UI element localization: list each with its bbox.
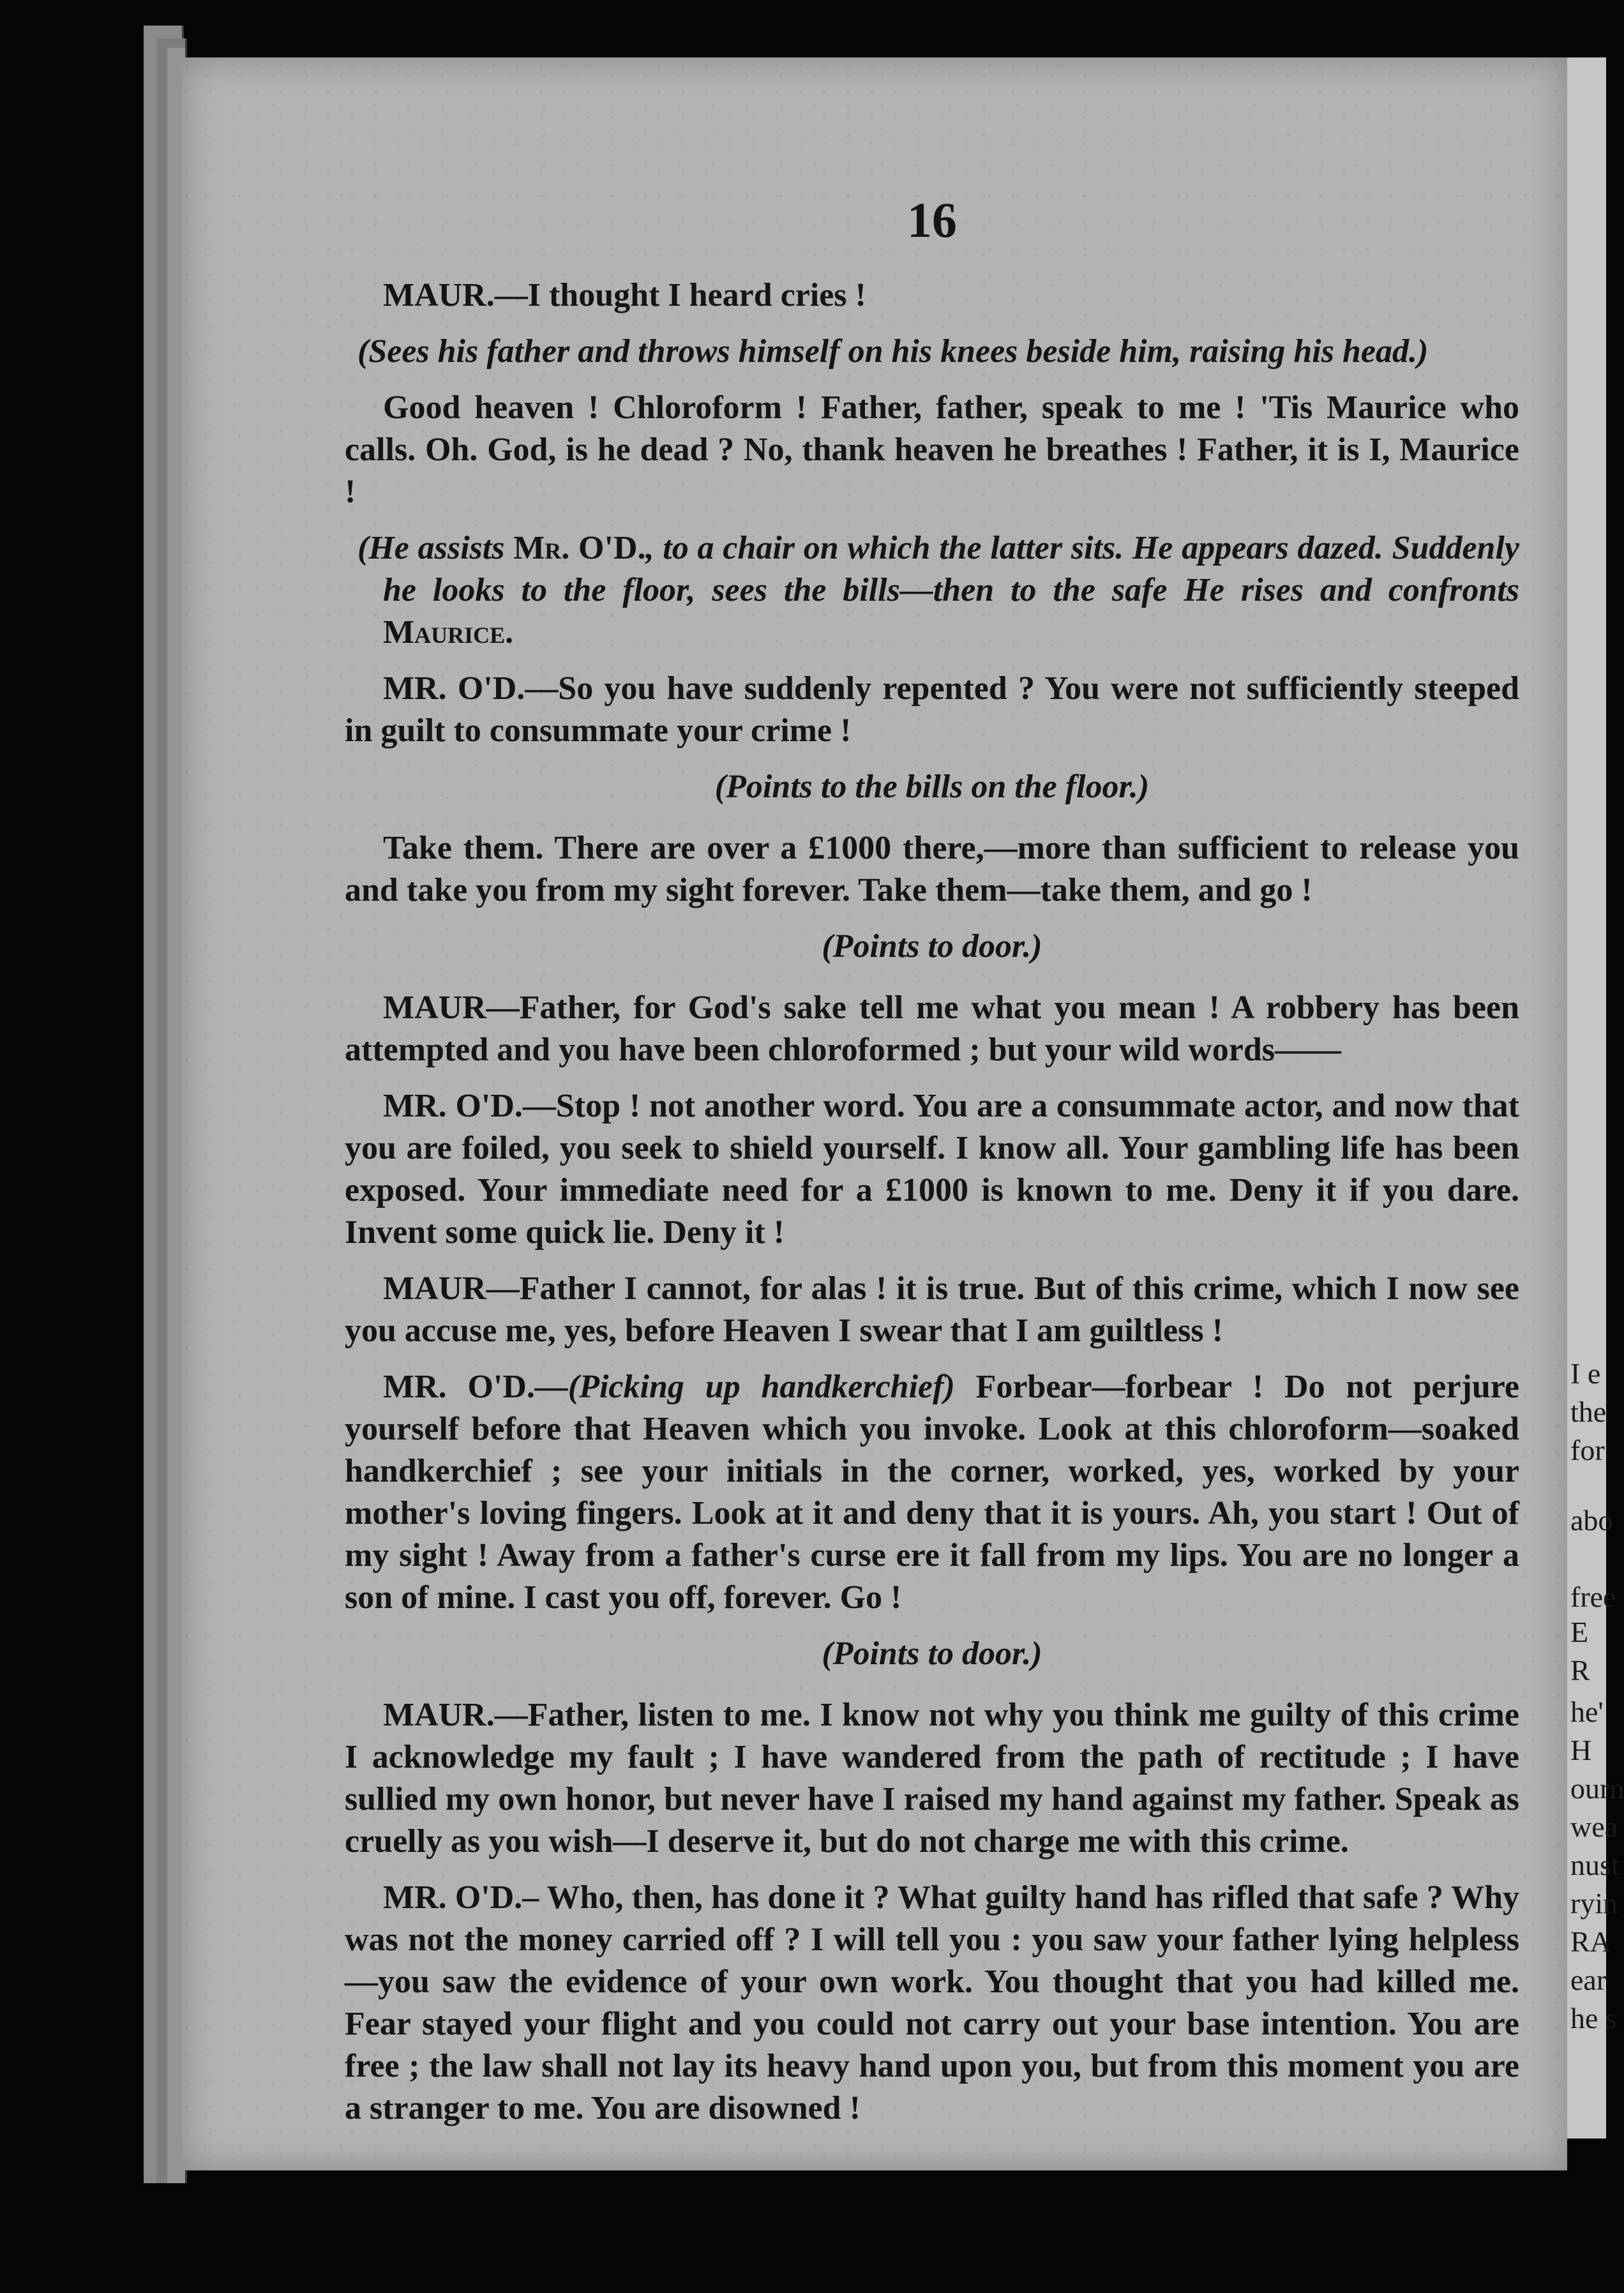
adjacent-page-text: he s bbox=[1570, 2002, 1617, 2034]
page-text bbox=[345, 192, 1519, 2144]
stage-direction: (Points to door.) bbox=[822, 1635, 1042, 1672]
adjacent-page-text: the bbox=[1570, 1395, 1607, 1428]
adjacent-page-text: H bbox=[1570, 1734, 1592, 1766]
adjacent-page-text: ourn bbox=[1570, 1772, 1624, 1805]
stage-direction-text: (He assists bbox=[357, 530, 514, 566]
adjacent-page-text: E bbox=[1570, 1616, 1589, 1648]
speaker-name: MAUR bbox=[383, 1270, 486, 1307]
adjacent-page-text: RA bbox=[1570, 1925, 1611, 1958]
character-name: Maurice. bbox=[383, 614, 514, 650]
dialogue-text: —Stop ! not another word. You are a consummate actor, and now that you are foiled, you seek to shield yourself. I know all. Your gambling life has been exposed. Your immediate need for a £1000 is known to me. Deny it if you dare. Invent some quick lie. Deny it ! bbox=[345, 1088, 1519, 1251]
speaker-name: MR. O'D. bbox=[383, 1088, 523, 1124]
dialogue-line: Good heaven ! Chloroform ! Father, father, speak to me ! 'Tis Maurice who calls. Oh. God, is he dead ? No, thank heaven he breathes ! Father, it is I, Maurice ! bbox=[345, 389, 1519, 510]
dialogue-text: —Father, for God's sake tell me what you mean ! A robbery has been attempted and you have been chloroformed ; but your wild words—— bbox=[345, 989, 1519, 1068]
speaker-name: MAUR. bbox=[383, 1697, 495, 1733]
adjacent-page-text: abo bbox=[1570, 1504, 1613, 1537]
dialogue-line: Take them. There are over a £1000 there,—more than sufficient to release you and take you from my sight forever. Take them—take them, and go ! bbox=[345, 830, 1519, 908]
dialogue-line bbox=[345, 1366, 1519, 1619]
character-name: Mr. O'D. bbox=[513, 530, 646, 566]
adjacent-page-text: ryin bbox=[1570, 1887, 1618, 1920]
dialogue-line bbox=[345, 1694, 1519, 1863]
dialogue-line bbox=[345, 1085, 1519, 1254]
speaker-name: MR. O'D. bbox=[383, 1369, 535, 1405]
speaker-name: MR. O'D. bbox=[383, 1879, 523, 1916]
stage-direction: (Points to door.) bbox=[822, 928, 1042, 965]
dialogue-line bbox=[345, 668, 1519, 752]
speaker-name: MAUR. bbox=[383, 277, 495, 313]
speaker-name: MR. O'D. bbox=[383, 670, 525, 707]
dialogue-text: —I thought I heard cries ! bbox=[494, 277, 866, 313]
dialogue-line bbox=[345, 274, 1519, 317]
dialogue-text: Forbear—forbear ! Do not perjure yourself before that Heaven which you invoke. Look at this chloroform—soaked handkerchief ; see your initials in the corner, worked, yes, worked by your mother's loving fingers. Look at it and deny that it is yours. Ah, you start ! Out of my sight ! Away from a father's curse ere it fall from my lips. You are no longer a son of mine. I cast you off, forever. Go ! bbox=[345, 1369, 1519, 1616]
speaker-name: MAUR bbox=[383, 989, 486, 1026]
dialogue-line bbox=[345, 1877, 1519, 2130]
dialogue-text: —So you have suddenly repented ? You were not sufficiently steeped in guilt to consummate your crime ! bbox=[345, 670, 1519, 749]
adjacent-page-text: wea bbox=[1570, 1810, 1618, 1843]
dialogue-text: —Father, listen to me. I know not why you think me guilty of this crime I acknowledge my fault ; I have wandered from the path of rectitude ; I have sullied my own honor, but never have I raised my hand against my father. Speak as cruelly as you wish—I deserve it, but do not charge me with this crime. bbox=[345, 1697, 1519, 1860]
inline-stage-direction: —(Picking up handkerchief) bbox=[534, 1369, 955, 1405]
adjacent-page-text: free bbox=[1570, 1581, 1616, 1613]
dialogue-line bbox=[345, 987, 1519, 1071]
stage-direction: (Sees his father and throws himself on his knees beside him, raising his head.) bbox=[357, 333, 1429, 370]
stage-direction-text: , to a chair on which the latter sits. He appears dazed. Suddenly he looks to the floor, sees the bills—then to the safe He rises and confronts bbox=[383, 530, 1520, 608]
dialogue-line bbox=[345, 1268, 1519, 1352]
adjacent-page-text: R bbox=[1570, 1654, 1590, 1687]
stage-direction: (Points to the bills on the floor.) bbox=[714, 769, 1150, 805]
page-number: 16 bbox=[907, 192, 957, 248]
adjacent-page-text: he' bbox=[1570, 1695, 1604, 1728]
adjacent-page-text: ear bbox=[1570, 1964, 1607, 1996]
dialogue-text: —Father I cannot, for alas ! it is true. But of this crime, which I now see you accuse me, yes, before Heaven I swear that I am guiltless ! bbox=[345, 1270, 1519, 1349]
stage-direction bbox=[345, 527, 1519, 654]
adjacent-page-text: for bbox=[1570, 1434, 1605, 1466]
adjacent-page-text: I e bbox=[1570, 1357, 1601, 1390]
adjacent-page-text: nust bbox=[1570, 1849, 1620, 1881]
dialogue-text: – Who, then, has done it ? What guilty hand has rifled that safe ? Why was not the money carried off ? I will tell you : you saw your father lying helpless—you saw the evidence of your own work. You thought that you had killed me. Fear stayed your flight and you could not carry out your base intention. You are free ; the law shall not lay its heavy hand upon you, but from this moment you are a stranger to me. You are disowned ! bbox=[345, 1879, 1519, 2126]
